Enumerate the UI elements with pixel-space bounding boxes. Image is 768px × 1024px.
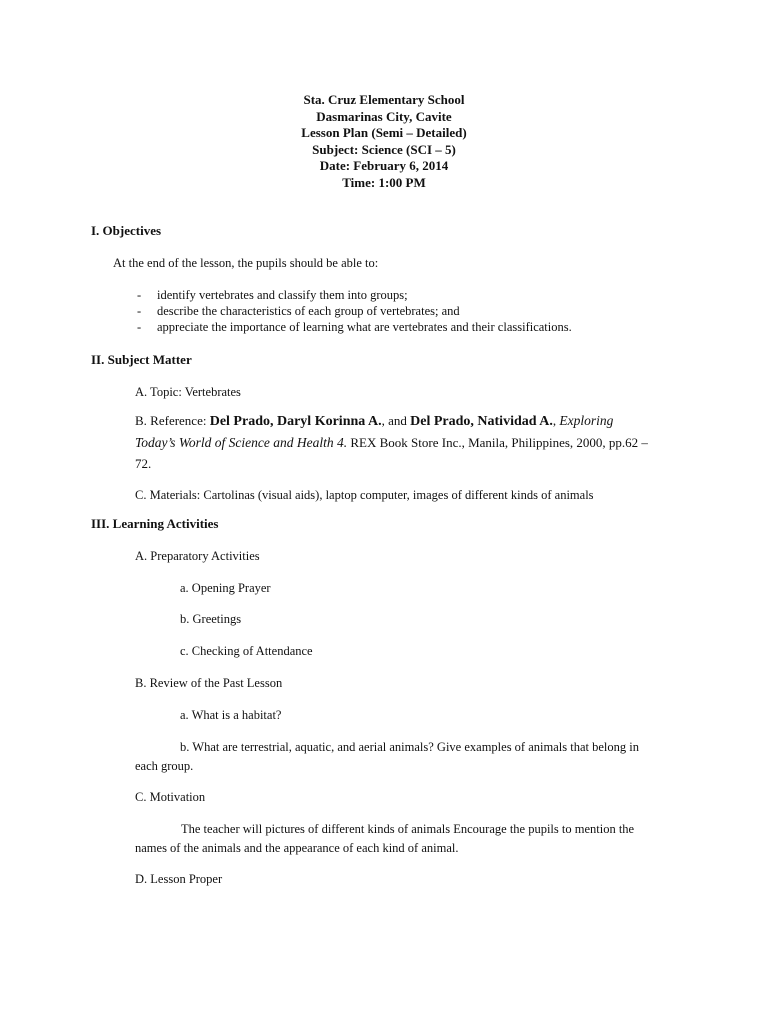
- objectives-intro: At the end of the lesson, the pupils should be able to:: [113, 256, 379, 270]
- materials-line: C. Materials: Cartolinas (visual aids), laptop computer, images of different kinds of animals: [135, 488, 594, 502]
- objective-text: appreciate the importance of learning what are vertebrates and their classifications.: [157, 320, 572, 334]
- preparatory-activities-label: A. Preparatory Activities: [135, 549, 260, 563]
- objective-text: describe the characteristics of each group of vertebrates; and: [157, 304, 460, 318]
- learning-activities-heading: III. Learning Activities: [91, 516, 219, 531]
- motivation-label: C. Motivation: [135, 790, 206, 804]
- objectives-heading: I. Objectives: [91, 223, 162, 238]
- review-question-a: a. What is a habitat?: [180, 708, 282, 722]
- date-line: Date: February 6, 2014: [319, 158, 449, 173]
- lesson-proper-label: D. Lesson Proper: [135, 872, 223, 886]
- review-label: B. Review of the Past Lesson: [135, 676, 283, 690]
- objective-text: identify vertebrates and classify them into groups;: [157, 288, 408, 302]
- subject-line: Subject: Science (SCI – 5): [312, 141, 456, 157]
- reference-book-title: Exploring Today’s World of Science and Health 4.: [135, 413, 614, 450]
- preparatory-item: c. Checking of Attendance: [180, 644, 313, 658]
- dash-marker: -: [137, 320, 142, 334]
- subject-matter-heading: II. Subject Matter: [91, 352, 192, 367]
- school-name: Sta. Cruz Elementary School: [303, 92, 465, 107]
- topic-line: A. Topic: Vertebrates: [135, 385, 241, 399]
- dash-marker: -: [137, 288, 142, 302]
- time-line: Time: 1:00 PM: [342, 174, 426, 190]
- reference-separator: , and: [381, 413, 411, 428]
- reference-author-1: Del Prado, Daryl Korinna A.: [209, 414, 382, 429]
- document-header: [0, 92, 768, 191]
- reference-block: [135, 410, 655, 474]
- plan-type: Lesson Plan (Semi – Detailed): [301, 125, 467, 140]
- reference-publisher: REX Book Store Inc., Manila, Philippines, 2000, pp.62 – 72.: [135, 435, 648, 471]
- reference-author-2: Del Prado, Natividad A.: [410, 414, 553, 429]
- dash-marker: -: [137, 304, 142, 318]
- school-city: Dasmarinas City, Cavite: [316, 108, 452, 124]
- motivation-text: The teacher will pictures of different kinds of animals Encourage the pupils to mention the names of the animals and the appearance of each kind of animal.: [135, 822, 635, 855]
- reference-separator: ,: [552, 413, 560, 428]
- review-question-b: b. What are terrestrial, aquatic, and aerial animals? Give examples of animals that belong in each group.: [135, 740, 639, 773]
- preparatory-item: a. Opening Prayer: [180, 581, 271, 595]
- reference-prefix: B. Reference:: [135, 413, 210, 428]
- preparatory-item: b. Greetings: [180, 612, 242, 626]
